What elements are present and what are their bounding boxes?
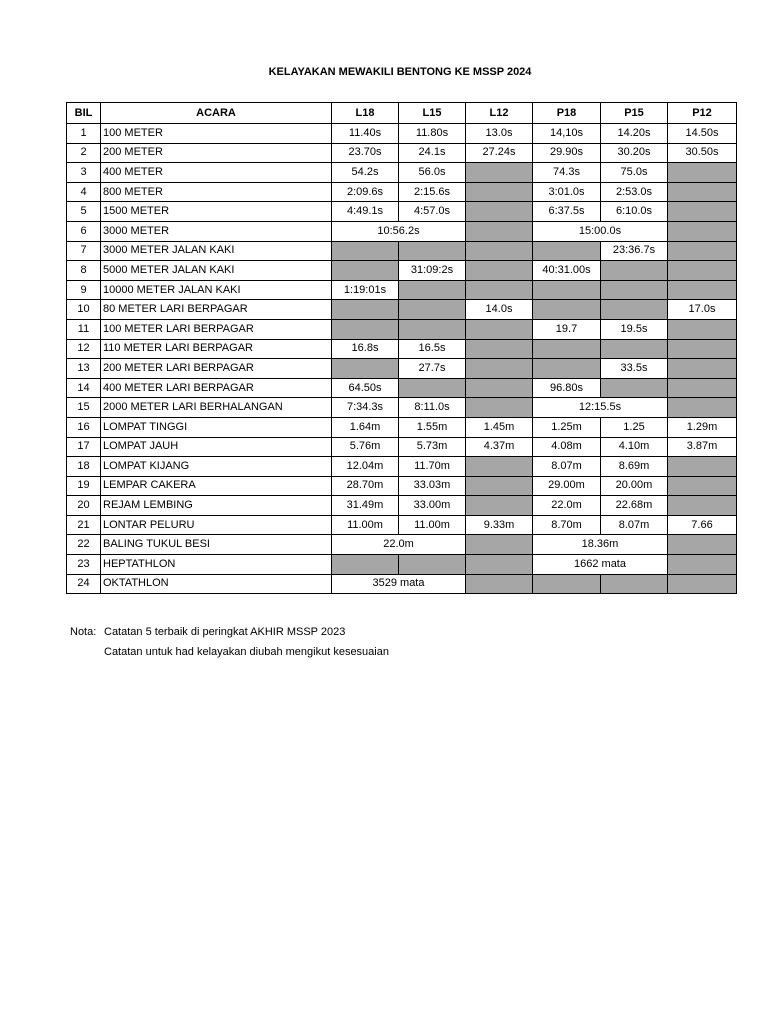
cell-not-applicable [332,300,399,320]
cell-qualifying-mark: 11.80s [399,124,466,144]
cell-bil: 16 [67,417,101,437]
cell-acara: 5000 METER JALAN KAKI [101,261,332,281]
header-p12: P12 [668,103,737,124]
header-bil: BIL [67,103,101,124]
cell-not-applicable [466,535,533,555]
cell-qualifying-mark: 1.55m [399,417,466,437]
notes [70,622,389,662]
cell-bil: 4 [67,182,101,202]
cell-not-applicable [668,280,737,300]
cell-qualifying-mark: 2:15.6s [399,182,466,202]
cell-bil: 3 [67,163,101,183]
cell-not-applicable [466,476,533,496]
cell-qualifying-mark: 10:56.2s [332,221,466,241]
cell-not-applicable [466,202,533,222]
cell-acara: 400 METER LARI BERPAGAR [101,378,332,398]
cell-qualifying-mark: 12:15.5s [533,398,668,418]
cell-bil: 7 [67,241,101,261]
cell-qualifying-mark: 8.07m [601,515,668,535]
cell-bil: 17 [67,437,101,457]
cell-bil: 12 [67,339,101,359]
cell-acara: 100 METER LARI BERPAGAR [101,319,332,339]
cell-qualifying-mark: 31:09:2s [399,261,466,281]
cell-not-applicable [668,398,737,418]
cell-qualifying-mark: 8.69m [601,457,668,477]
cell-qualifying-mark: 9.33m [466,515,533,535]
cell-qualifying-mark: 33.00m [399,496,466,516]
note-label: Nota: [70,626,97,638]
cell-qualifying-mark: 18.36m [533,535,668,555]
cell-qualifying-mark: 30.20s [601,143,668,163]
cell-qualifying-mark: 6:37.5s [533,202,601,222]
cell-not-applicable [399,241,466,261]
header-p15: P15 [601,103,668,124]
cell-qualifying-mark: 11.00m [399,515,466,535]
note-line: Catatan untuk had kelayakan diubah mengikut kesesuaian [104,646,389,658]
cell-not-applicable [601,378,668,398]
cell-not-applicable [668,574,737,594]
cell-qualifying-mark: 5.73m [399,437,466,457]
cell-not-applicable [399,300,466,320]
cell-acara: LONTAR PELURU [101,515,332,535]
cell-bil: 22 [67,535,101,555]
cell-qualifying-mark: 11.40s [332,124,399,144]
table-row [67,124,737,144]
cell-acara: 200 METER [101,143,332,163]
cell-bil: 2 [67,143,101,163]
cell-qualifying-mark: 64.50s [332,378,399,398]
table-row [67,241,737,261]
table-row [67,163,737,183]
cell-qualifying-mark: 13.0s [466,124,533,144]
cell-acara: 10000 METER JALAN KAKI [101,280,332,300]
table-row [67,280,737,300]
cell-qualifying-mark: 8.70m [533,515,601,535]
cell-not-applicable [668,182,737,202]
cell-not-applicable [466,261,533,281]
table-row [67,143,737,163]
cell-qualifying-mark: 1662 mata [533,555,668,575]
cell-qualifying-mark: 23:36.7s [601,241,668,261]
cell-qualifying-mark: 24.1s [399,143,466,163]
cell-not-applicable [332,241,399,261]
cell-bil: 6 [67,221,101,241]
cell-not-applicable [466,339,533,359]
cell-not-applicable [668,339,737,359]
header-l18: L18 [332,103,399,124]
cell-qualifying-mark: 7:34.3s [332,398,399,418]
cell-qualifying-mark: 16.5s [399,339,466,359]
cell-qualifying-mark: 1.25 [601,417,668,437]
cell-bil: 15 [67,398,101,418]
cell-not-applicable [466,241,533,261]
cell-acara: 2000 METER LARI BERHALANGAN [101,398,332,418]
cell-not-applicable [332,555,399,575]
cell-qualifying-mark: 33.03m [399,476,466,496]
cell-not-applicable [668,221,737,241]
cell-qualifying-mark: 8.07m [533,457,601,477]
cell-not-applicable [466,496,533,516]
cell-bil: 5 [67,202,101,222]
table-row [67,574,737,594]
cell-not-applicable [668,476,737,496]
cell-not-applicable [466,574,533,594]
cell-not-applicable [601,339,668,359]
cell-not-applicable [533,339,601,359]
header-p18: P18 [533,103,601,124]
cell-acara: LEMPAR CAKERA [101,476,332,496]
cell-qualifying-mark: 4:57.0s [399,202,466,222]
cell-acara: BALING TUKUL BESI [101,535,332,555]
cell-qualifying-mark: 4.37m [466,437,533,457]
cell-qualifying-mark: 4:49.1s [332,202,399,222]
cell-not-applicable [466,221,533,241]
cell-not-applicable [533,300,601,320]
cell-not-applicable [668,535,737,555]
table-row [67,535,737,555]
cell-not-applicable [533,574,601,594]
cell-not-applicable [399,280,466,300]
cell-not-applicable [668,359,737,379]
cell-acara: 400 METER [101,163,332,183]
cell-qualifying-mark: 17.0s [668,300,737,320]
table-body [67,124,737,594]
cell-qualifying-mark: 19.5s [601,319,668,339]
table-row [67,496,737,516]
cell-qualifying-mark: 2:53.0s [601,182,668,202]
cell-qualifying-mark: 3.87m [668,437,737,457]
cell-not-applicable [466,182,533,202]
cell-qualifying-mark: 11.00m [332,515,399,535]
cell-not-applicable [399,555,466,575]
cell-qualifying-mark: 56.0s [399,163,466,183]
cell-acara: HEPTATHLON [101,555,332,575]
table-row [67,417,737,437]
cell-qualifying-mark: 3:01.0s [533,182,601,202]
cell-acara: 100 METER [101,124,332,144]
table-row [67,378,737,398]
cell-qualifying-mark: 6:10.0s [601,202,668,222]
cell-qualifying-mark: 8:11.0s [399,398,466,418]
cell-bil: 20 [67,496,101,516]
cell-qualifying-mark: 12.04m [332,457,399,477]
table-row [67,515,737,535]
cell-qualifying-mark: 33.5s [601,359,668,379]
cell-not-applicable [466,398,533,418]
cell-qualifying-mark: 19.7 [533,319,601,339]
cell-not-applicable [399,378,466,398]
cell-qualifying-mark: 29.90s [533,143,601,163]
cell-qualifying-mark: 14.50s [668,124,737,144]
cell-acara: LOMPAT TINGGI [101,417,332,437]
cell-not-applicable [332,319,399,339]
cell-not-applicable [668,319,737,339]
table-row [67,202,737,222]
cell-acara: REJAM LEMBING [101,496,332,516]
table-header-row [67,103,737,124]
qualification-table [66,102,737,594]
cell-qualifying-mark: 3529 mata [332,574,466,594]
table-row [67,182,737,202]
cell-bil: 21 [67,515,101,535]
table-row [67,319,737,339]
cell-acara: 1500 METER [101,202,332,222]
cell-qualifying-mark: 7.66 [668,515,737,535]
cell-acara: LOMPAT JAUH [101,437,332,457]
cell-not-applicable [668,555,737,575]
cell-acara: 800 METER [101,182,332,202]
table-row [67,261,737,281]
cell-not-applicable [601,574,668,594]
cell-qualifying-mark: 54.2s [332,163,399,183]
cell-qualifying-mark: 16.8s [332,339,399,359]
cell-qualifying-mark: 29.00m [533,476,601,496]
cell-qualifying-mark: 15:00.0s [533,221,668,241]
cell-not-applicable [668,261,737,281]
cell-not-applicable [533,359,601,379]
cell-bil: 11 [67,319,101,339]
cell-qualifying-mark: 22.0m [332,535,466,555]
table-row [67,476,737,496]
cell-qualifying-mark: 40:31.00s [533,261,601,281]
cell-qualifying-mark: 22.68m [601,496,668,516]
cell-qualifying-mark: 1:19:01s [332,280,399,300]
cell-not-applicable [332,359,399,379]
cell-qualifying-mark: 23.70s [332,143,399,163]
cell-bil: 1 [67,124,101,144]
table-row [67,300,737,320]
cell-acara: LOMPAT KIJANG [101,457,332,477]
cell-not-applicable [332,261,399,281]
cell-qualifying-mark: 22.0m [533,496,601,516]
cell-bil: 10 [67,300,101,320]
header-acara: ACARA [101,103,332,124]
table-row [67,437,737,457]
cell-qualifying-mark: 74.3s [533,163,601,183]
cell-bil: 19 [67,476,101,496]
cell-acara: 3000 METER JALAN KAKI [101,241,332,261]
cell-not-applicable [601,300,668,320]
table-row [67,339,737,359]
cell-bil: 14 [67,378,101,398]
cell-not-applicable [668,163,737,183]
cell-qualifying-mark: 4.08m [533,437,601,457]
cell-qualifying-mark: 14.20s [601,124,668,144]
cell-qualifying-mark: 4.10m [601,437,668,457]
cell-bil: 9 [67,280,101,300]
table-row [67,359,737,379]
cell-not-applicable [466,359,533,379]
cell-not-applicable [466,319,533,339]
cell-acara: OKTATHLON [101,574,332,594]
cell-bil: 13 [67,359,101,379]
cell-bil: 18 [67,457,101,477]
cell-not-applicable [466,163,533,183]
cell-not-applicable [601,261,668,281]
header-l12: L12 [466,103,533,124]
cell-not-applicable [601,280,668,300]
table-row [67,221,737,241]
cell-qualifying-mark: 30.50s [668,143,737,163]
cell-qualifying-mark: 96.80s [533,378,601,398]
cell-acara: 110 METER LARI BERPAGAR [101,339,332,359]
cell-acara: 80 METER LARI BERPAGAR [101,300,332,320]
cell-qualifying-mark: 1.29m [668,417,737,437]
cell-not-applicable [466,457,533,477]
cell-qualifying-mark: 1.45m [466,417,533,437]
cell-not-applicable [466,555,533,575]
cell-not-applicable [668,202,737,222]
cell-not-applicable [668,496,737,516]
cell-not-applicable [668,241,737,261]
cell-not-applicable [466,280,533,300]
table-row [67,398,737,418]
cell-qualifying-mark: 1.64m [332,417,399,437]
cell-bil: 23 [67,555,101,575]
cell-qualifying-mark: 2:09.6s [332,182,399,202]
cell-not-applicable [466,378,533,398]
cell-qualifying-mark: 75.0s [601,163,668,183]
cell-qualifying-mark: 31.49m [332,496,399,516]
cell-not-applicable [668,457,737,477]
cell-not-applicable [399,319,466,339]
cell-acara: 200 METER LARI BERPAGAR [101,359,332,379]
table-row [67,457,737,477]
cell-qualifying-mark: 20.00m [601,476,668,496]
cell-qualifying-mark: 14,10s [533,124,601,144]
cell-acara: 3000 METER [101,221,332,241]
table-row [67,555,737,575]
cell-not-applicable [533,280,601,300]
note-line: Catatan 5 terbaik di peringkat AKHIR MSSP 2023 [104,626,346,638]
cell-qualifying-mark: 28.70m [332,476,399,496]
cell-not-applicable [533,241,601,261]
cell-qualifying-mark: 27.24s [466,143,533,163]
cell-bil: 8 [67,261,101,281]
page-title: KELAYAKAN MEWAKILI BENTONG KE MSSP 2024 [268,66,532,78]
cell-not-applicable [668,378,737,398]
cell-qualifying-mark: 5.76m [332,437,399,457]
cell-bil: 24 [67,574,101,594]
cell-qualifying-mark: 1.25m [533,417,601,437]
cell-qualifying-mark: 11.70m [399,457,466,477]
cell-qualifying-mark: 27.7s [399,359,466,379]
header-l15: L15 [399,103,466,124]
cell-qualifying-mark: 14.0s [466,300,533,320]
